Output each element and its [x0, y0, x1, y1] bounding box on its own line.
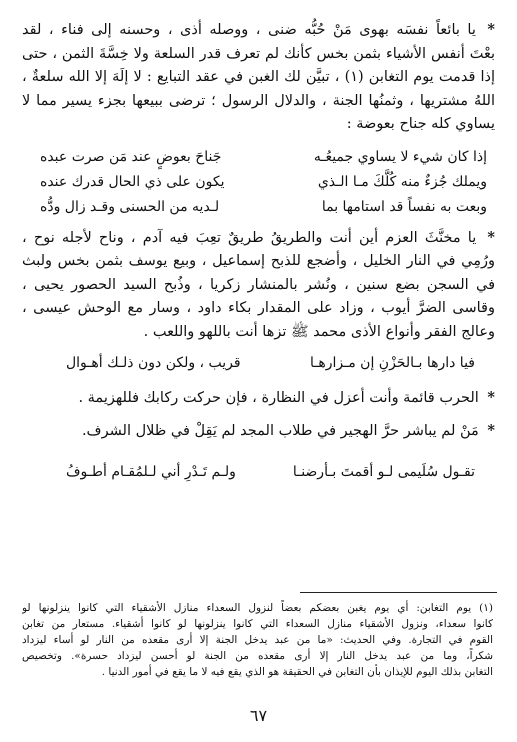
footnote: [22, 600, 493, 680]
footnote-line: التغابن بذلك اليوم للإيذان بأن التغابن في الحقيقة هو الذي يقع فيه لا ما يقع في أمور الدنيا .: [101, 666, 493, 678]
paragraph-3: [22, 386, 495, 411]
paragraph-4-line: [22, 419, 495, 444]
line-text: مَنْ لم يباشر حرَّ الهجير في طلاب المجد لم يَقِلْ في ظلال الشرف.: [81, 422, 479, 439]
verse-first-hemistich: فيا دارها بـالحَزْنِ إن مـزارهـا: [310, 355, 475, 371]
bullet-mark: *: [487, 389, 495, 406]
line-text: يا بائعاً نفسَه بهوى مَنْ حُبُّه ضنى ، ووصله أذى ، وحسنه إلى فناء ، لقد: [22, 22, 476, 38]
poem-verse-3: [22, 457, 495, 487]
verse-second-hemistich: يكون على ذي الحال قدرك عنده: [40, 173, 225, 190]
poem-verse-2: [22, 348, 495, 378]
verse: [22, 195, 495, 220]
paragraph-1-line-4: اللهُ مشتريها ، وثمنُها الجنة ، والدلال الرسول ؛ ترضى ببيعها بجزء يسير مما لا: [22, 92, 495, 109]
verse: [22, 145, 495, 170]
line-text: الحرب قائمة وأنت أعزل في النظارة ، فإن حركت ركابك فللهزيمة .: [78, 390, 479, 406]
footnote-line: القوم في التجارة. وفي الحديث: «ما من عبد يدخل الجنة إلا أرى مقعده من النار لو أساء ليزداد: [22, 634, 493, 646]
verse-second-hemistich: جَناحَ بعوضٍ عند مَن صرت عبده: [40, 148, 222, 165]
footnote-line: كانوا سعداء، ونزول الأشقياء منازل السعداء التي كانوا ينزلونها لو كانوا أشقياء. مستعار من تغابن: [22, 618, 493, 630]
verse-first-hemistich: تقـول سُلَيمى لـو أقمتَ بـأرضنـا: [292, 464, 475, 480]
paragraph-2-line-3: في السجن بضع سنين ، ونُشر بالمنشار زكريا ، وذُبح السيد الحصور يحيى ،: [22, 276, 495, 293]
verse-first-hemistich: ويملك جُزءٌ منه كُلَّكَ مـا الـذي: [317, 173, 487, 190]
verse: [22, 170, 495, 195]
spacer: [22, 411, 495, 419]
paragraph-1-line-3: إذا قدمت يوم التغابن (١) ، تبيَّن لك الغبن في عقد التبايع : لا إلَهَ إلا الله سلعةٌ ،: [22, 69, 495, 85]
paragraph-1-line-2: بعْتَ أنفس الأشياء بثمن بخس كأنك لم تعرف قدر السلعة ولا خِسَّةَ الثمن ، حتى: [22, 45, 495, 62]
verse-first-hemistich: وبعت به نفساً قد استامها بما: [321, 198, 487, 215]
footnote-line: (١) يوم التغابن: أي يوم يغبن بعضكم بعضاً لنزول السعداء منازل الأشقياء التي كانوا ينزلونها لو: [22, 602, 493, 614]
paragraph-1-line-5: يساوي كله جناح بعوضة :: [346, 116, 495, 132]
paragraph-4: [22, 419, 495, 444]
paragraph-2-line-5: وعالج الفقر وأنواع الأذى محمد ﷺ تزها أنت باللهو واللعب .: [143, 323, 495, 340]
paragraph-2-line-1: [22, 226, 495, 251]
verse-first-hemistich: إذا كان شيء لا يساوي جميعُـه: [313, 148, 487, 165]
verse-second-hemistich: ولـم تَـدْرِ أني لـلمُقـام أطـوفُ: [66, 464, 236, 480]
paragraph-3-line: [22, 386, 495, 411]
paragraph-2: [22, 226, 495, 345]
bullet-mark: *: [487, 21, 495, 38]
poem-verses-1: [22, 145, 495, 220]
verse-second-hemistich: قريب ، ولكن دون ذلـك أهـوال: [66, 355, 241, 371]
paragraph-1: [22, 18, 495, 137]
footnote-line: شكراً، وما من عبد يدخل النار إلا أرى مقعده من الجنة لو أحسن ليزداد حسرة». وتخصيص: [22, 650, 493, 662]
page-number: ٦٧: [249, 706, 268, 725]
bullet-mark: *: [487, 421, 495, 439]
line-text: يا مخنَّثَ العزم أين أنت والطريقُ طريقٌ تعِبَ فيه آدم ، وناح لأجله نوح ،: [22, 229, 477, 246]
bullet-mark: *: [487, 228, 495, 246]
paragraph-1-line-1: [22, 18, 495, 43]
paragraph-2-line-4: وقاسى الضرَّ أيوب ، وزاد على المقدار بكاء داود ، وسار مع الوحش عيسى ،: [22, 300, 495, 316]
verse-second-hemistich: لـديه من الحسنى وقـد زال ودُّه: [40, 198, 220, 215]
footnote-divider: [300, 592, 497, 593]
paragraph-2-line-2: ورُمِي في النار الخليل ، وأُضجع للذبح إسماعيل ، وبيع يوسف بثمن بخس ولبث: [22, 253, 495, 269]
